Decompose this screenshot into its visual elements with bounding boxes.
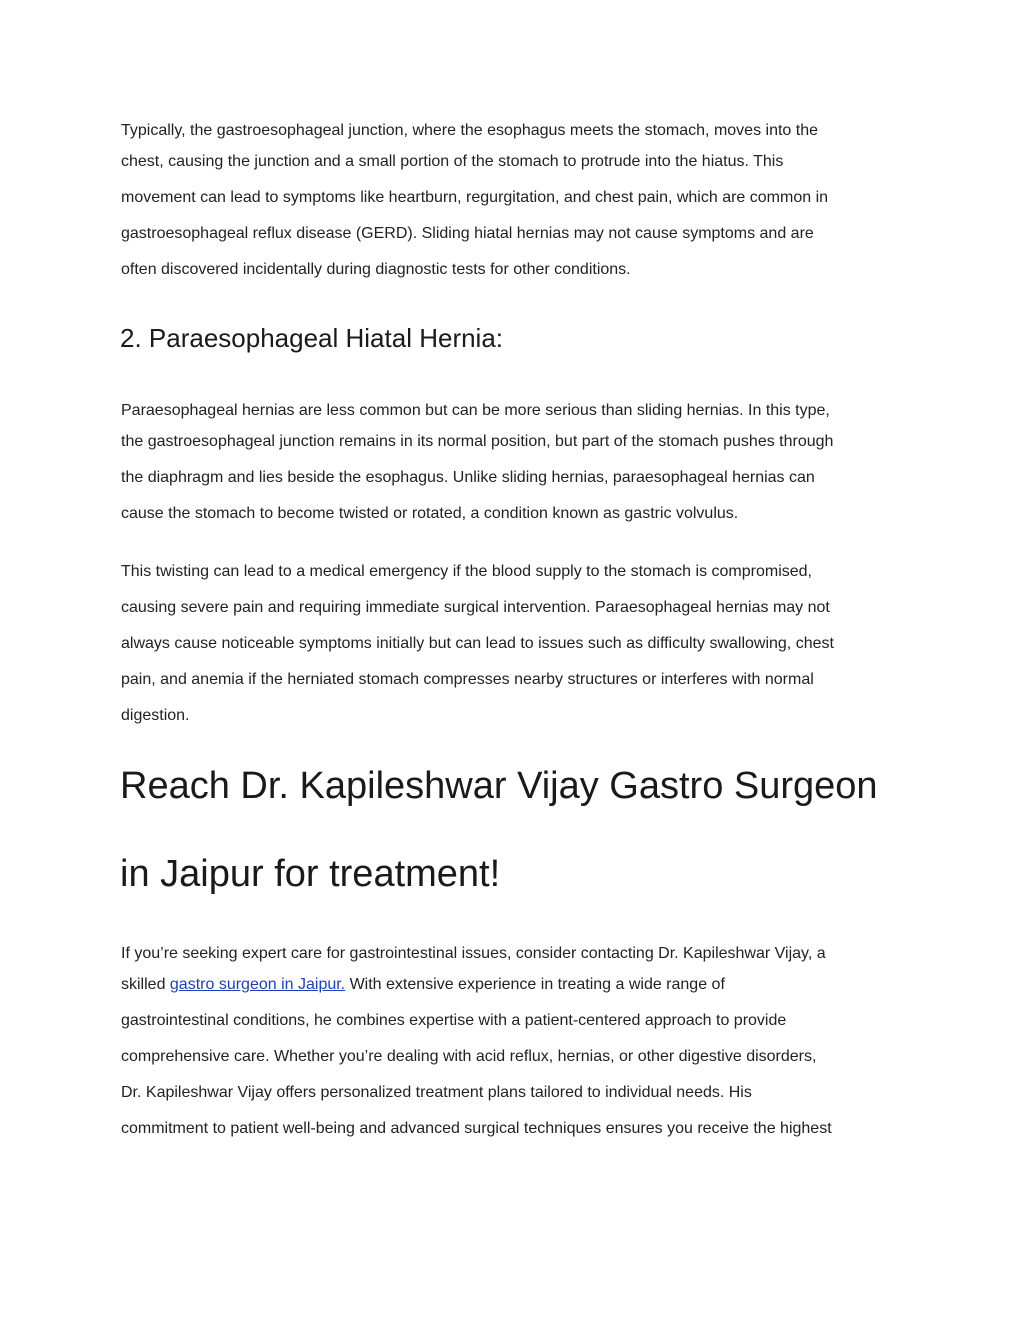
paragraph-3-line-4: pain, and anemia if the herniated stomach compresses nearby structures or interferes with normal [121,671,814,688]
paragraph-3-line-3: always cause noticeable symptoms initially but can lead to issues such as difficulty swallowing, chest [121,635,834,652]
paragraph-4-line-4: comprehensive care. Whether you’re dealing with acid reflux, hernias, or other digestive disorders, [121,1048,817,1065]
paragraph-2-line-3: the diaphragm and lies beside the esophagus. Unlike sliding hernias, paraesophageal hernias can [121,469,815,486]
paragraph-1-line-3: movement can lead to symptoms like heartburn, regurgitation, and chest pain, which are common in [121,189,829,206]
paragraph-1-line-4: gastroesophageal reflux disease (GERD). Sliding hiatal hernias may not cause symptoms and are [121,225,814,242]
paragraph-2-line-4: cause the stomach to become twisted or rotated, a condition known as gastric volvulus. [121,505,739,522]
paragraph-4-line-5: Dr. Kapileshwar Vijay offers personalized treatment plans tailored to individual needs. His [121,1084,752,1101]
paragraph-3-line-5: digestion. [121,707,190,724]
paragraph-3-line-2: causing severe pain and requiring immediate surgical intervention. Paraesophageal hernias may not [121,599,830,616]
paragraph-4-line-2-prefix: skilled [121,976,170,993]
paragraph-4-line-2-suffix: With extensive experience in treating a wide range of [345,976,725,993]
paragraph-1-line-1: Typically, the gastroesophageal junction, where the esophagus meets the stomach, moves into the [121,122,818,139]
paragraph-1-line-5: often discovered incidentally during diagnostic tests for other conditions. [121,261,631,278]
paragraph-1-line-2: chest, causing the junction and a small portion of the stomach to protrude into the hiatus. This [121,153,784,170]
paragraph-4-line-1: If you’re seeking expert care for gastrointestinal issues, consider contacting Dr. Kapileshwar Vijay, a [121,945,826,962]
paragraph-2-line-1: Paraesophageal hernias are less common but can be more serious than sliding hernias. In this type, [121,402,830,419]
main-heading-line-1: Reach Dr. Kapileshwar Vijay Gastro Surgeon [120,765,878,807]
main-heading-line-2: in Jaipur for treatment! [120,853,501,895]
gastro-surgeon-link[interactable]: gastro surgeon in Jaipur. [169,976,346,993]
paragraph-4-line-6: commitment to patient well-being and advanced surgical techniques ensures you receive the highest [121,1120,832,1137]
paragraph-4-line-3: gastrointestinal conditions, he combines expertise with a patient-centered approach to provide [121,1012,787,1029]
paragraph-4-line-2 [121,975,725,995]
paragraph-2-line-2: the gastroesophageal junction remains in its normal position, but part of the stomach pushes through [121,433,834,450]
paragraph-3-line-1: This twisting can lead to a medical emergency if the blood supply to the stomach is compromised, [121,563,812,580]
section-heading-paraesophageal: 2. Paraesophageal Hiatal Hernia: [120,323,504,353]
